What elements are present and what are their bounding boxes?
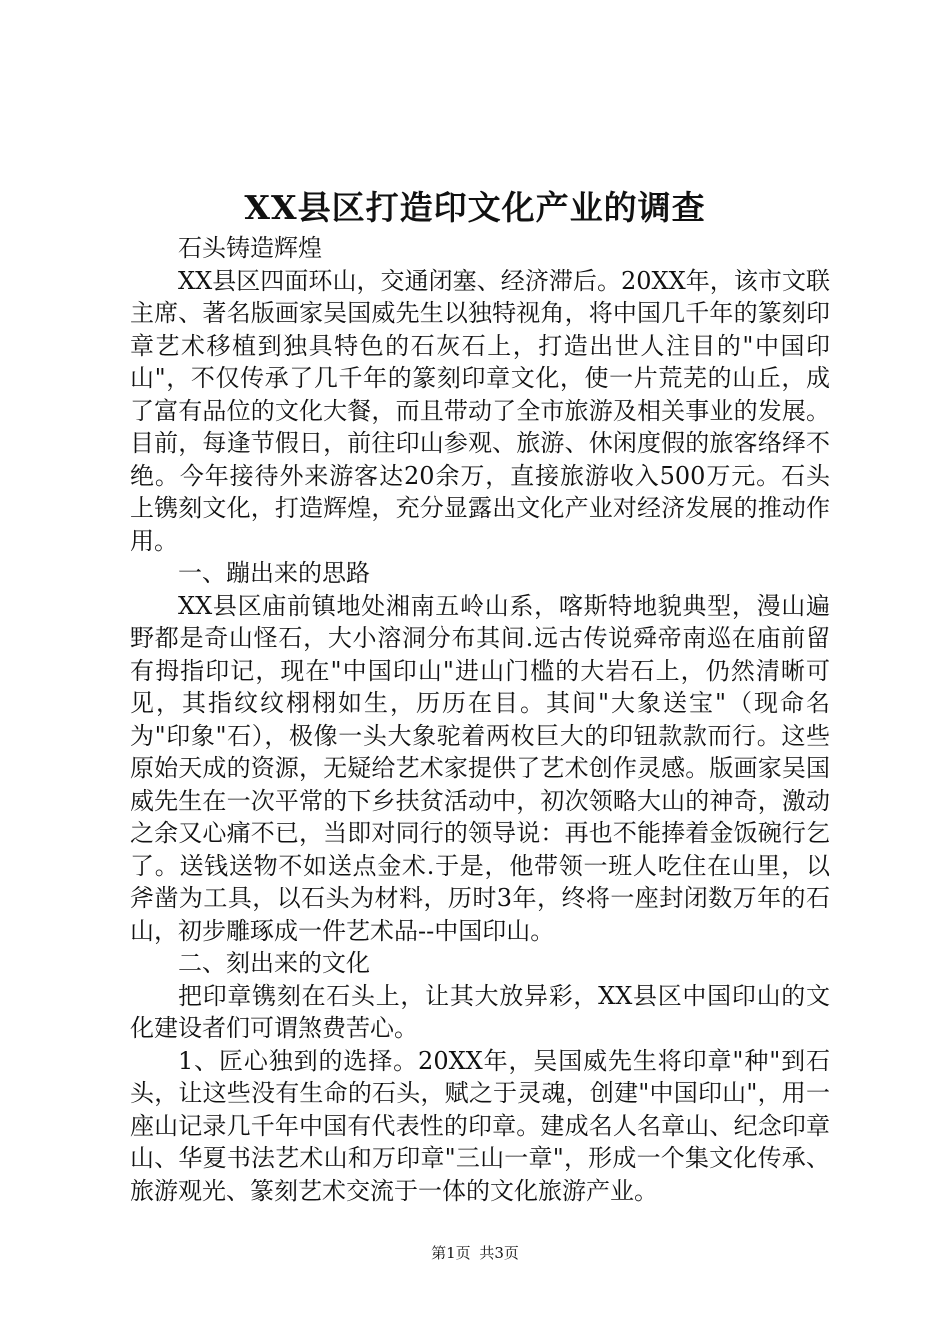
body-paragraph: XX县区四面环山，交通闭塞、经济滞后。20XX年，该市文联主席、著名版画家吴国威先生以独特视角，将中国几千年的篆刻印章艺术移植到独具特色的石灰石上，打造出世人注目的"中国印山"，不仅传承了几千年的篆刻印章文化，使一片荒芜的山丘，成了富有品位的文化大餐，而且带动了全市旅游及相关事业的发展。目前，每逢节假日，前往印山参观、旅游、休闲度假的旅客络绎不绝。今年接待外来游客达20余万，直接旅游收入500万元。石头上镌刻文化，打造辉煌，充分显露出文化产业对经济发展的推动作用。 [130,266,830,555]
document-body [130,232,830,1207]
body-paragraph: 1、匠心独到的选择。20XX年，吴国威先生将印章"种"到石头，让这些没有生命的石头，赋之于灵魂，创建"中国印山"，用一座山记录几千年中国有代表性的印章。建成名人名章山、纪念印章山、华夏书法艺术山和万印章"三山一章"，形成一个集文化传承、旅游观光、篆刻艺术交流于一体的文化旅游产业。 [130,1046,830,1205]
section-heading-1: 一、蹦出来的思路 [178,559,370,587]
body-paragraph: XX县区庙前镇地处湘南五岭山系，喀斯特地貌典型，漫山遍野都是奇山怪石，大小溶洞分布其间.远古传说舜帝南巡在庙前留有拇指印记，现在"中国印山"进山门槛的大岩石上，仍然清晰可见，其指纹纹栩栩如生，历历在目。其间"大象送宝"（现命名为"印象"石），极像一头大象驼着两枚巨大的印钮款款而行。这些原始天成的资源，无疑给艺术家提供了艺术创作灵感。版画家吴国威先生在一次平常的下乡扶贫活动中，初次领略大山的神奇，激动之余又心痛不已，当即对同行的领导说：再也不能捧着金饭碗行乞了。送钱送物不如送点金术.于是，他带领一班人吃住在山里，以斧凿为工具，以石头为材料，历时3年，终将一座封闭数万年的石山，初步雕琢成一件艺术品--中国印山。 [130,591,830,945]
page-footer [0,1243,950,1263]
section-heading-stone: 石头铸造辉煌 [178,234,322,262]
section-heading-2: 二、刻出来的文化 [178,949,370,977]
body-paragraph: 把印章镌刻在石头上，让其大放异彩，XX县区中国印山的文化建设者们可谓煞费苦心。 [130,981,830,1042]
page-total: 共3页 [479,1244,519,1262]
page-number: 第1页 [431,1244,471,1262]
document-title: XX县区打造印文化产业的调查 [244,188,706,227]
